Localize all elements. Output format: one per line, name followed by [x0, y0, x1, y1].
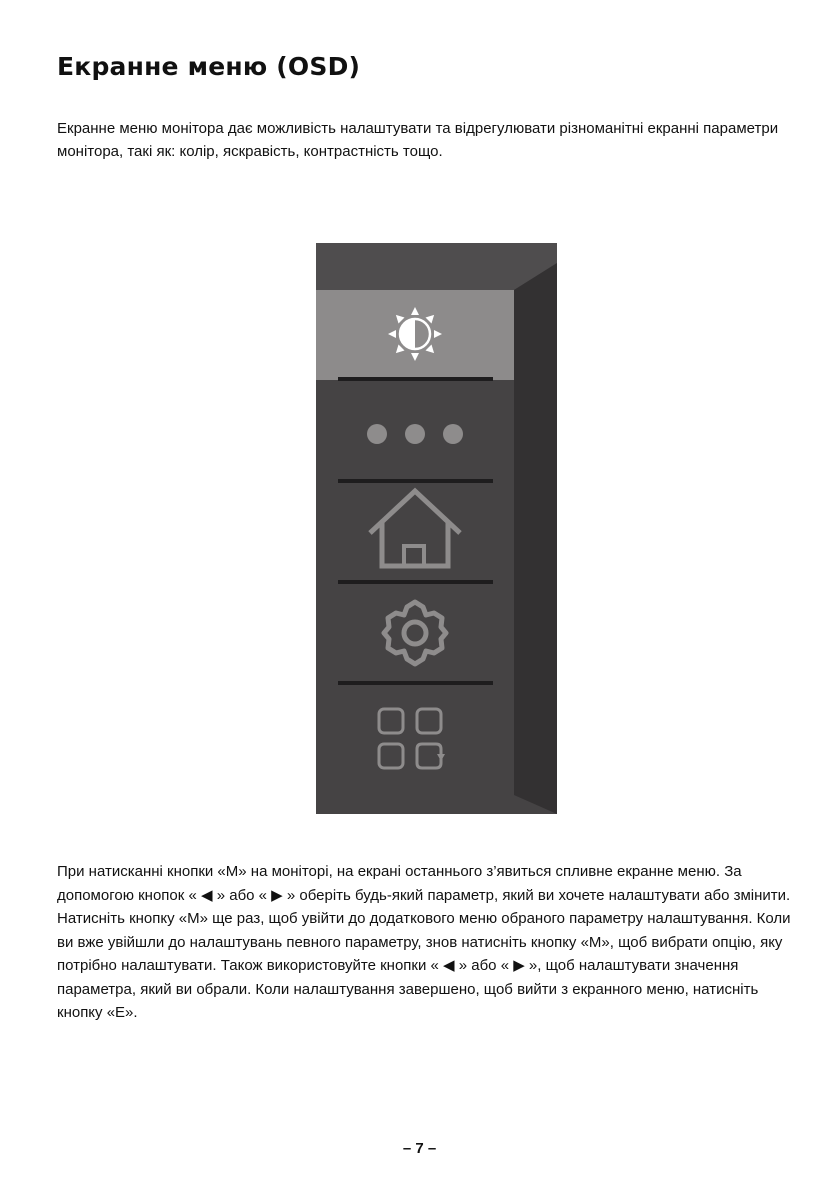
osd-panel-top — [316, 243, 557, 290]
instructions-paragraph: При натисканні кнопки «M» на моніторі, на екрані останнього з’явиться спливне екранне меню. За допомогою кнопок « ◀ » або « ▶ » оберіть будь-який параметр, який ви хочете налаштувати або змінити. Натисніть кнопку «M» ще раз, щоб увійти до додаткового меню обраного параметру налаштування. Коли ви вже увійшли до налаштувань певного параметру, знов натисніть кнопку «M», щоб вибрати опцію, яку потрібно налаштувати. Також використовуйте кнопки « ◀ » або « ▶ », щоб налаштувати значення параметра, який ви обрали. Коли налаштування завершено, щоб вийти з екранного меню, натисніть кнопку «E». — [57, 863, 791, 1021]
osd-divider — [338, 479, 493, 483]
osd-divider — [338, 580, 493, 584]
page-number: – 7 – — [402, 1140, 437, 1157]
osd-menu-illustration — [316, 243, 557, 814]
osd-panel-side — [514, 263, 557, 814]
osd-divider — [338, 377, 493, 381]
more-dots-icon — [367, 424, 463, 444]
page-title: Екранне меню (OSD) — [57, 52, 361, 81]
intro-paragraph: Екранне меню монітора дає можливість налаштувати та відрегулювати різноманітні екранні параметри монітора, такі як: колір, яскравість, контрастність тощо. — [57, 120, 779, 160]
osd-divider — [338, 681, 493, 685]
